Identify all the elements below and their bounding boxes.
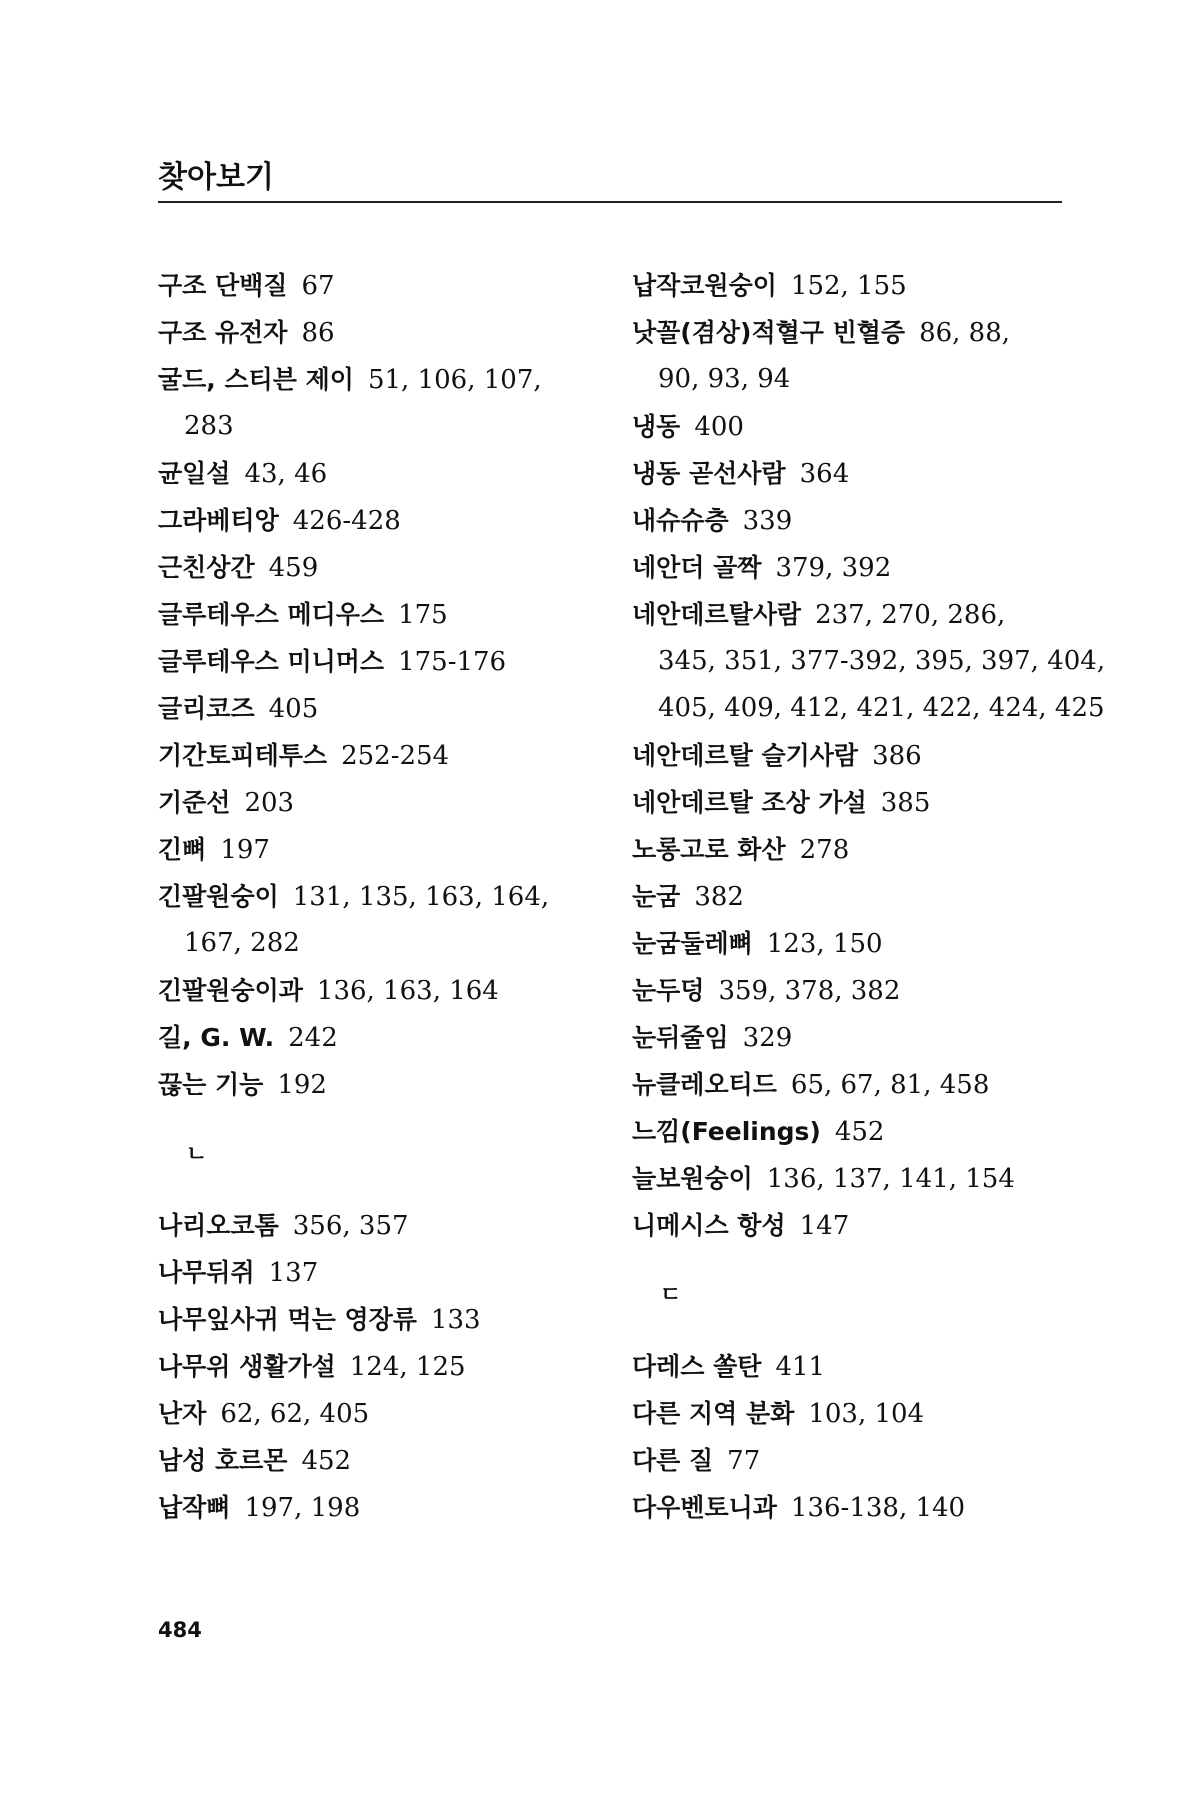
index-entry [158,826,594,873]
index-entry [158,638,594,685]
index-pages: 51, 106, 107, [367,365,542,395]
index-entry [632,1202,1068,1249]
index-pages: 405 [268,694,319,724]
index-pages: 77 [727,1446,761,1476]
index-term: 니메시스 항성 [632,1211,786,1240]
index-pages: 385 [880,788,931,818]
index-entry [158,1296,594,1343]
index-term: 글리코즈 [158,694,255,723]
index-entry [158,591,594,638]
index-entry [632,732,1068,779]
index-pages-continued: 167, 282 [184,928,300,958]
index-term: 긴뼈 [158,835,207,864]
index-pages: 452 [834,1117,885,1147]
index-pages: 359, 378, 382 [718,976,901,1006]
index-term: 나무뒤쥐 [158,1258,255,1287]
index-entry [158,1014,594,1061]
index-entry [158,497,594,544]
index-pages: 67 [301,271,335,301]
index-term: 낫꼴(겸상)적혈구 빈혈증 [632,318,906,347]
section-letter-heading: ㄷ [660,1283,682,1308]
index-entry [158,732,594,779]
index-entry [158,1202,594,1249]
index-term: 눈두덩 [632,976,705,1005]
index-pages: 137 [268,1258,319,1288]
index-pages-continued: 405, 409, 412, 421, 422, 424, 425 [658,693,1105,723]
index-pages: 242 [288,1023,338,1053]
index-term: 눈뒤줄임 [632,1023,729,1052]
index-term: 눈굼 [632,882,681,911]
index-pages: 411 [775,1352,826,1382]
page-number: 484 [158,1618,202,1642]
index-term: 눈굼둘레뼈 [632,929,753,958]
index-term: 다우벤토니과 [632,1493,777,1522]
index-pages: 86, 88, [919,318,1011,348]
index-term: 구조 유전자 [158,318,288,347]
index-pages: 43, 46 [244,459,328,489]
index-entry [632,920,1068,967]
index-term: 균일설 [158,459,231,488]
index-entry [158,685,594,732]
index-pages: 237, 270, 286, [815,600,1006,630]
index-entry [158,1249,594,1296]
index-term: 글루테우스 메디우스 [158,600,385,629]
index-term: 굴드, 스티븐 제이 [158,365,354,394]
index-pages: 452 [301,1446,352,1476]
index-term: 내슈슈층 [632,506,729,535]
index-entry [632,309,1068,356]
index-entry [632,1484,1068,1531]
index-term: 나무잎사귀 먹는 영장류 [158,1305,417,1334]
index-pages-continued: 90, 93, 94 [658,364,791,394]
index-pages: 426-428 [292,506,401,536]
index-entry [158,262,594,309]
index-pages: 252-254 [341,741,450,771]
index-term: 네안데르탈 슬기사람 [632,741,859,770]
index-pages: 123, 150 [766,929,883,959]
index-pages: 131, 135, 163, 164, [292,882,550,912]
index-entry [632,967,1068,1014]
index-term: 다레스 쏠탄 [632,1352,762,1381]
index-term: 네안더 골짝 [632,553,762,582]
index-pages: 86 [301,318,335,348]
index-entry [632,1108,1068,1155]
index-pages: 278 [799,835,850,865]
index-pages-continued: 345, 351, 377-392, 395, 397, 404, [658,646,1106,676]
index-term: 냉동 곧선사람 [632,459,786,488]
index-pages: 339 [742,506,793,536]
index-pages: 382 [694,882,744,912]
section-letter-heading: ㄴ [186,1142,208,1167]
index-term: 나리오코톰 [158,1211,279,1240]
index-pages: 136, 137, 141, 154 [766,1164,1015,1194]
index-term: 냉동 [632,412,681,441]
index-pages: 197, 198 [244,1493,361,1523]
index-pages: 175-176 [398,647,507,677]
index-entry [632,403,1068,450]
index-term: 나무위 생활가설 [158,1352,336,1381]
index-entry [632,779,1068,826]
index-term: 구조 단백질 [158,271,288,300]
index-term: 길, G. W. [158,1023,275,1052]
index-entry [158,873,594,920]
index-term: 기준선 [158,788,231,817]
index-pages: 124, 125 [349,1352,466,1382]
index-pages: 197 [220,835,270,865]
index-entry [632,873,1068,920]
index-entry [158,309,594,356]
index-pages: 386 [872,741,922,771]
index-pages: 175 [398,600,448,630]
index-entry [632,1437,1068,1484]
index-entry [632,262,1068,309]
index-term: 납작코원숭이 [632,271,777,300]
index-term: 그라베티앙 [158,506,279,535]
index-pages: 192 [277,1070,327,1100]
index-entry [632,1390,1068,1437]
index-pages: 136-138, 140 [790,1493,966,1523]
index-entry [158,1343,594,1390]
index-entry [158,544,594,591]
index-term: 느낌(Feelings) [632,1117,821,1146]
index-term: 근친상간 [158,553,255,582]
index-pages: 459 [268,553,319,583]
running-header-title: 찾아보기 [158,160,274,195]
index-entry [158,1437,594,1484]
index-pages: 136, 163, 164 [316,976,499,1006]
index-pages: 65, 67, 81, 458 [790,1070,990,1100]
index-pages: 103, 104 [808,1399,925,1429]
index-term: 노롱고로 화산 [632,835,786,864]
index-entry [632,1061,1068,1108]
index-term: 난자 [158,1399,207,1428]
index-pages: 147 [799,1211,850,1241]
index-pages: 400 [694,412,744,442]
index-pages: 62, 62, 405 [220,1399,370,1429]
index-pages-continued: 283 [184,411,234,441]
index-entry [158,1061,594,1108]
index-pages: 329 [742,1023,793,1053]
index-pages: 203 [244,788,295,818]
index-term: 늘보원숭이 [632,1164,753,1193]
index-entry [632,1155,1068,1202]
index-entry [632,1014,1068,1061]
index-term: 네안데르탈사람 [632,600,802,629]
index-entry [158,967,594,1014]
index-entry [158,356,594,403]
index-term: 긴팔원숭이과 [158,976,303,1005]
header-rule [158,201,1062,203]
index-entry [632,450,1068,497]
index-entry [158,1390,594,1437]
index-entry [632,544,1068,591]
index-term: 다른 질 [632,1446,714,1475]
index-pages: 356, 357 [292,1211,409,1241]
index-term: 끊는 기능 [158,1070,264,1099]
index-pages: 364 [799,459,850,489]
index-term: 기간토피테투스 [158,741,328,770]
index-entry [632,591,1068,638]
index-term: 뉴클레오티드 [632,1070,777,1099]
index-entry [632,826,1068,873]
index-pages: 152, 155 [790,271,907,301]
index-entry [632,497,1068,544]
index-column-left [158,262,594,1531]
index-term: 네안데르탈 조상 가설 [632,788,867,817]
index-entry [632,1343,1068,1390]
index-entry [158,450,594,497]
index-pages: 133 [430,1305,481,1335]
index-term: 납작뼈 [158,1493,231,1522]
index-term: 글루테우스 미니머스 [158,647,385,676]
index-term: 긴팔원숭이 [158,882,279,911]
index-pages: 379, 392 [775,553,892,583]
index-term: 남성 호르몬 [158,1446,288,1475]
index-column-right [632,262,1106,1531]
index-entry [158,1484,594,1531]
index-entry [158,779,594,826]
index-term: 다른 지역 분화 [632,1399,795,1428]
